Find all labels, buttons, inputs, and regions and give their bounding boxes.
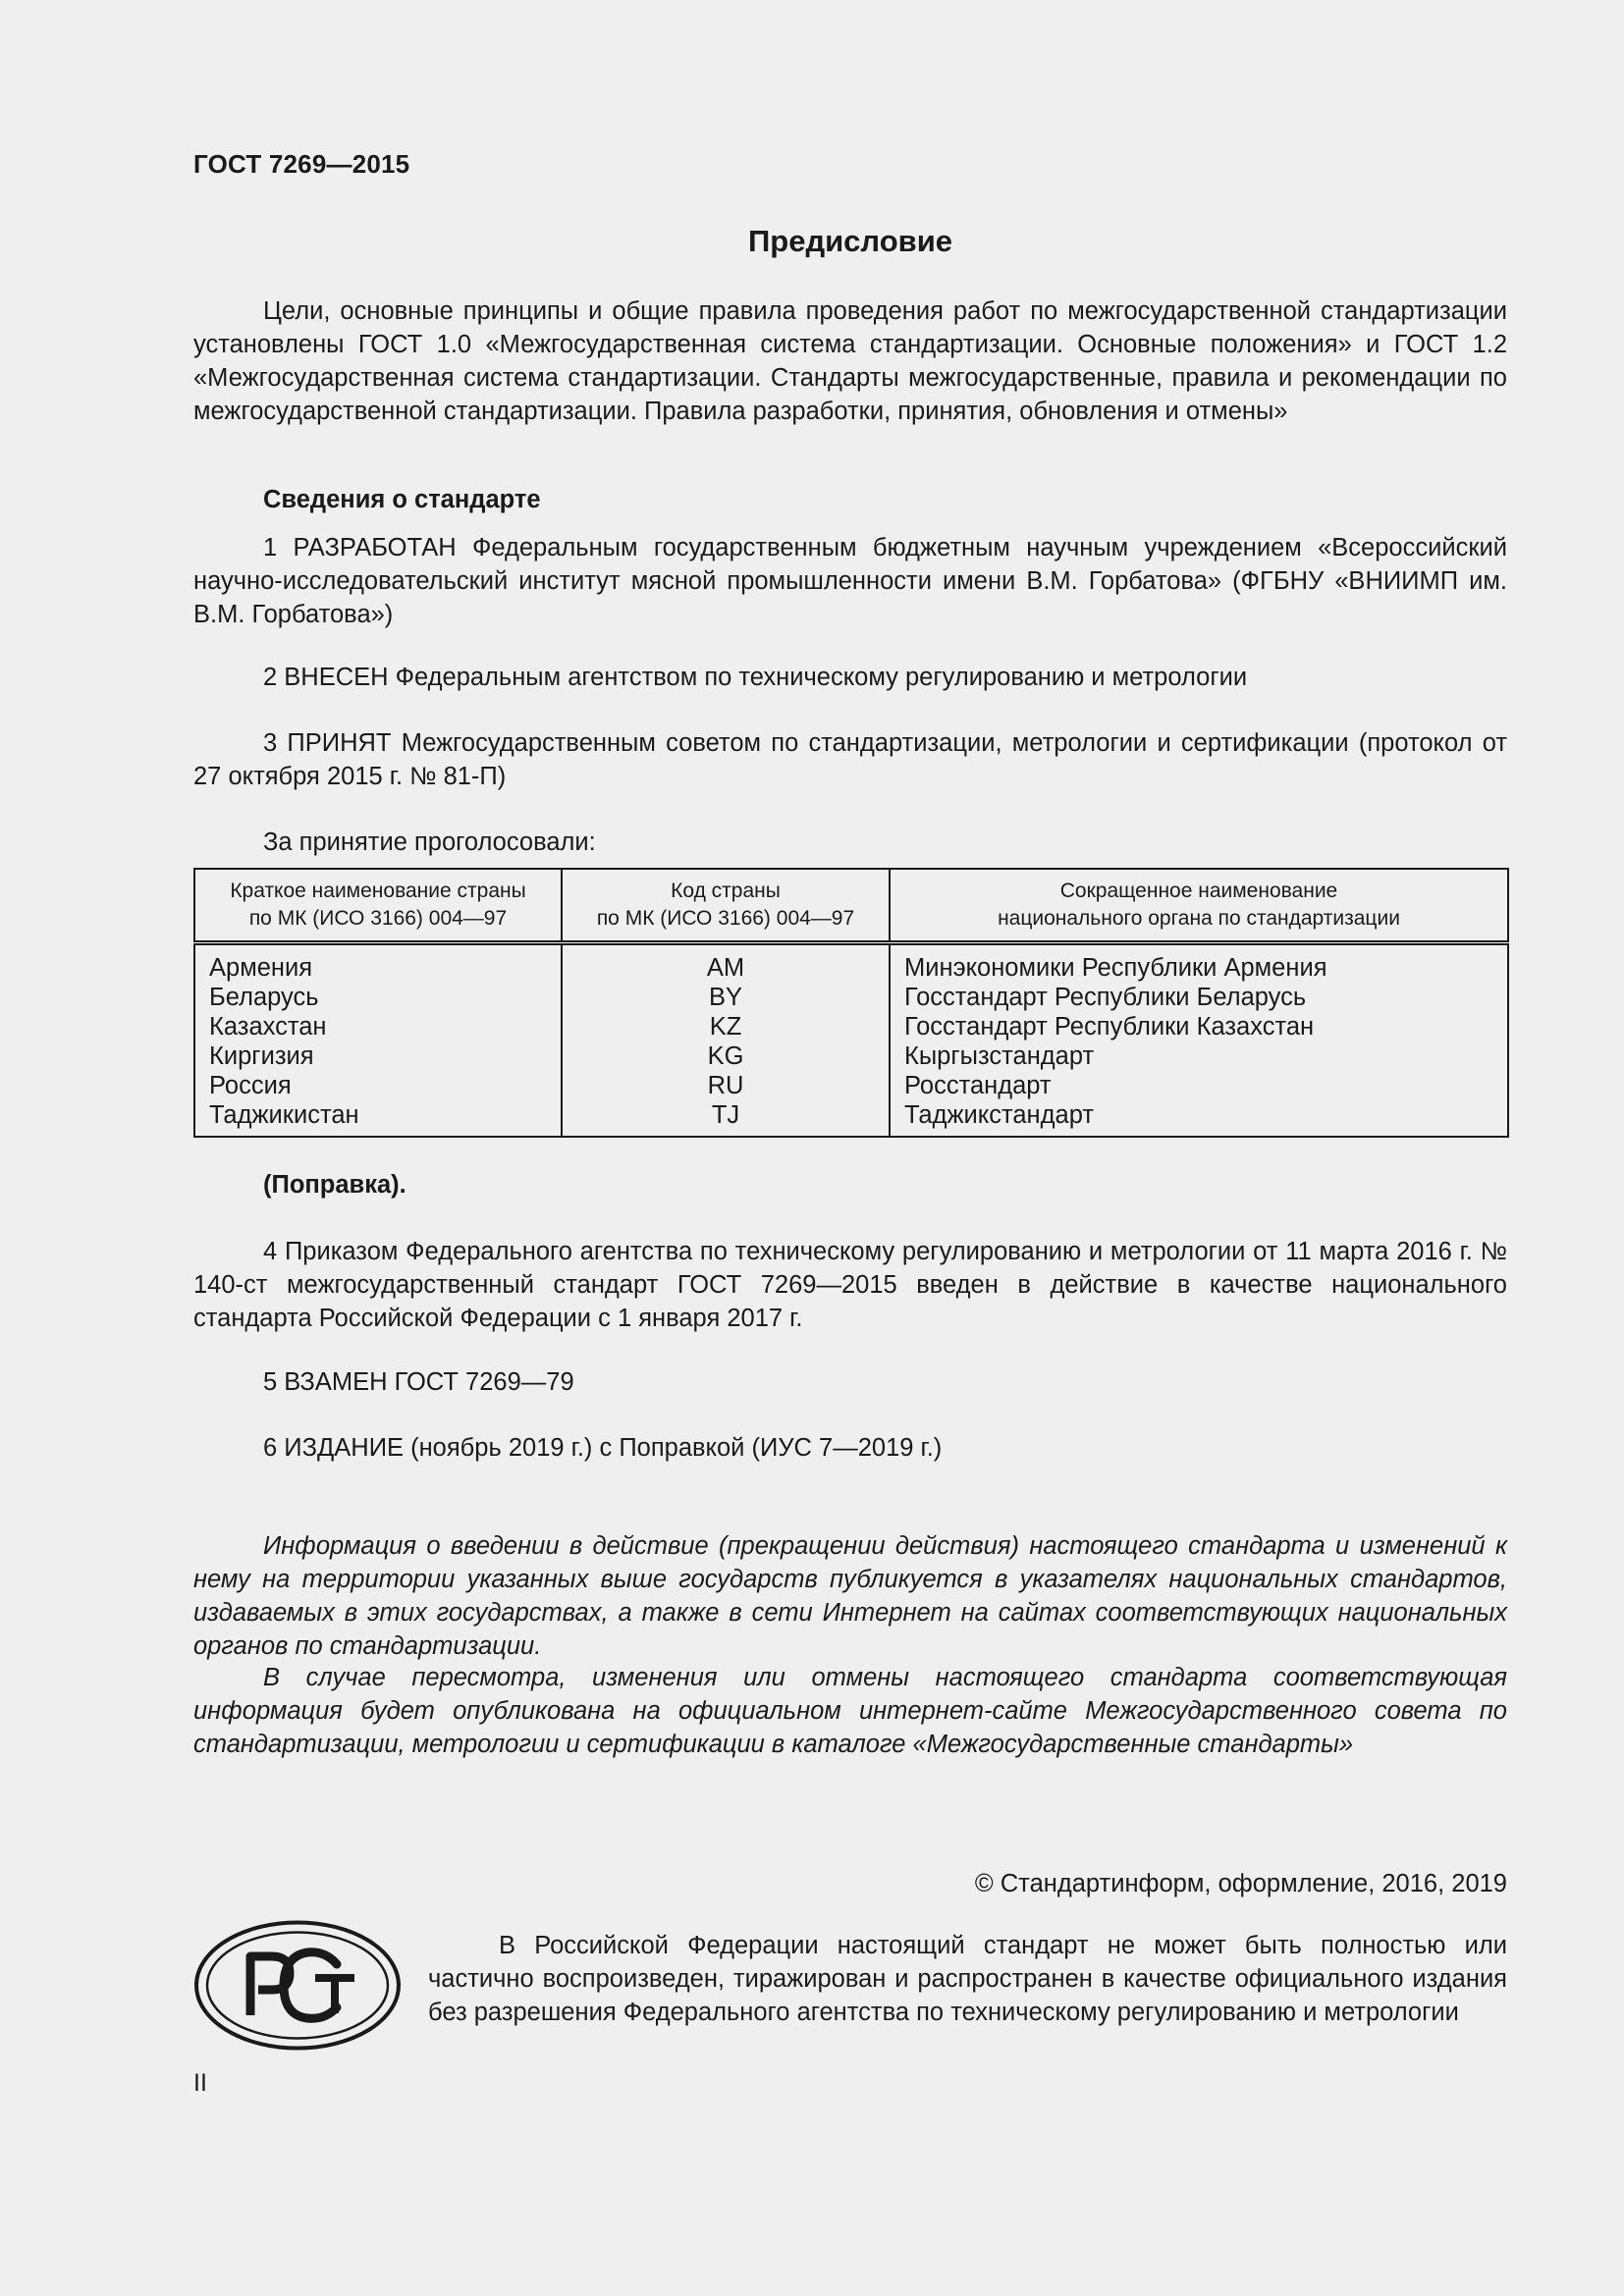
table-row bbox=[194, 1041, 1508, 1071]
body-cell: Минэкономики Республики Армения bbox=[890, 943, 1508, 984]
copyright-notice: В Российской Федерации настоящий стандарт не может быть полностью или частично воспроизведен, тиражирован и распространен в качестве официального издания без разрешения Федерального агентства по техническому регулированию и метрологии bbox=[428, 1932, 1507, 2026]
code-cell: AM bbox=[562, 943, 890, 984]
table-row bbox=[194, 943, 1508, 984]
item-6-edition: 6 ИЗДАНИЕ (ноябрь 2019 г.) с Поправкой (ИУС 7—2019 г.) bbox=[263, 1434, 943, 1462]
code-cell: RU bbox=[562, 1071, 890, 1100]
info-heading: Сведения о стандарте bbox=[263, 486, 541, 513]
header-country-name: Краткое наименование страны по МК (ИСО 3166) 004—97 bbox=[194, 869, 562, 943]
country-cell: Беларусь bbox=[194, 983, 562, 1012]
intro-paragraph: Цели, основные принципы и общие правила проведения работ по межгосударственной стандартизации установлены ГОСТ 1.0 «Межгосударственная система стандартизации. Основные положения» и ГОСТ 1.2 «Межгосударственная система стандартизации. Стандарты межгосударственные, правила и рекомендации по межгосударственной стандартизации. Правила разработки, принятия, обновления и отмены» bbox=[193, 297, 1507, 425]
table-header-row bbox=[194, 869, 1508, 943]
table-row bbox=[194, 1100, 1508, 1137]
item-3-adopted: 3 ПРИНЯТ Межгосударственным советом по стандартизации, метрологии и сертификации (протокол от 27 октября 2015 г. № 81-П) bbox=[193, 729, 1507, 790]
item-5-replaces: 5 ВЗАМЕН ГОСТ 7269—79 bbox=[263, 1368, 574, 1396]
voted-label: За принятие проголосовали: bbox=[263, 828, 596, 856]
body-cell: Росстандарт bbox=[890, 1071, 1508, 1100]
header-national-body: Сокращенное наименование национального органа по стандартизации bbox=[890, 869, 1508, 943]
item-4-order: 4 Приказом Федерального агентства по техническому регулированию и метрологии от 11 марта 2016 г. № 140-ст межгосударственный стандарт ГОСТ 7269—2015 введен в действие в качестве национального стандарта Российской Федерации с 1 января 2017 г. bbox=[193, 1238, 1507, 1332]
item-1-developed: 1 РАЗРАБОТАН Федеральным государственным бюджетным научным учреждением «Всероссийский научно-исследовательский институт мясной промышленности имени В.М. Горбатова» (ФГБНУ «ВНИИМП им. В.М. Горбатова») bbox=[193, 534, 1507, 628]
page-title: Предисловие bbox=[747, 224, 952, 258]
code-cell: KZ bbox=[562, 1012, 890, 1041]
body-cell: Госстандарт Республики Казахстан bbox=[890, 1012, 1508, 1041]
italic-note-2: В случае пересмотра, изменения или отмены настоящего стандарта соответствующая информация будет опубликована на официальном интернет-сайте Межгосударственного совета по стандартизации, метрологии и сертификации в каталоге «Межгосударственные стандарты» bbox=[193, 1664, 1507, 1758]
item-2-introduced: 2 ВНЕСЕН Федеральным агентством по техническому регулированию и метрологии bbox=[263, 664, 1248, 691]
amendment-label: (Поправка). bbox=[263, 1171, 406, 1199]
page-number: II bbox=[193, 2069, 207, 2097]
code-cell: TJ bbox=[562, 1100, 890, 1137]
body-cell: Таджикстандарт bbox=[890, 1100, 1508, 1137]
table-row bbox=[194, 1012, 1508, 1041]
rst-logo-icon bbox=[193, 1919, 402, 2052]
country-cell: Россия bbox=[194, 1071, 562, 1100]
code-cell: BY bbox=[562, 983, 890, 1012]
body-cell: Госстандарт Республики Беларусь bbox=[890, 983, 1508, 1012]
body-cell: Кыргызстандарт bbox=[890, 1041, 1508, 1071]
table-row bbox=[194, 1071, 1508, 1100]
country-cell: Армения bbox=[194, 943, 562, 984]
code-cell: KG bbox=[562, 1041, 890, 1071]
table-row bbox=[194, 983, 1508, 1012]
copyright-line: © Стандартинформ, оформление, 2016, 2019 bbox=[974, 1870, 1507, 1897]
standard-code: ГОСТ 7269—2015 bbox=[193, 149, 410, 179]
country-cell: Таджикистан bbox=[194, 1100, 562, 1137]
italic-note-1: Информация о введении в действие (прекращении действия) настоящего стандарта и изменений к нему на территории указанных выше государств публикуется в указателях национальных стандартов, издаваемых в этих государствах, а также в сети Интернет на сайтах соответствующих национальных органов по стандартизации. bbox=[193, 1532, 1507, 1660]
country-cell: Казахстан bbox=[194, 1012, 562, 1041]
header-country-code: Код страны по МК (ИСО 3166) 004—97 bbox=[562, 869, 890, 943]
country-cell: Киргизия bbox=[194, 1041, 562, 1071]
votes-table bbox=[193, 868, 1509, 1138]
